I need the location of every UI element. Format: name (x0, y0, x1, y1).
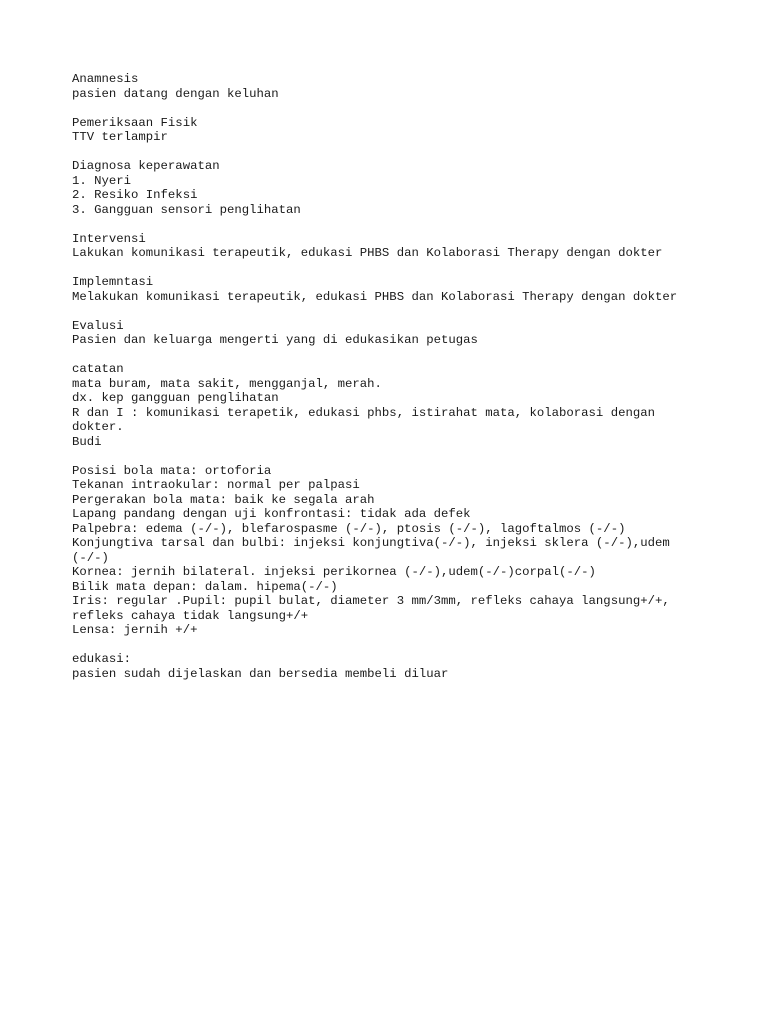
section-intervensi (72, 232, 712, 261)
text-line: Kornea: jernih bilateral. injeksi perikornea (-/-),udem(-/-)corpal(-/-) (72, 565, 596, 579)
section-heading: edukasi: (72, 652, 132, 666)
section-pemeriksaan-mata (72, 464, 712, 638)
text-line: pasien sudah dijelaskan dan bersedia membeli diluar (72, 666, 449, 681)
section-heading: Intervensi (72, 231, 146, 246)
document-page (72, 72, 712, 696)
list-item: 1. Nyeri (72, 173, 132, 188)
section-anamnesis (72, 72, 712, 101)
text-line: dokter. (72, 420, 124, 434)
text-line: Bilik mata depan: dalam. hipema(-/-) (72, 579, 338, 594)
text-line: (-/-) (72, 550, 109, 565)
section-heading: Evalusi (72, 318, 124, 333)
text-line: pasien datang dengan keluhan (72, 86, 279, 101)
text-line: refleks cahaya tidak langsung+/+ (72, 608, 309, 623)
text-line: Melakukan komunikasi terapeutik, edukasi PHBS dan Kolaborasi Therapy dengan dokter (72, 289, 678, 304)
text-line: Lapang pandang dengan uji konfrontasi: tidak ada defek (72, 507, 471, 521)
text-line: Pergerakan bola mata: baik ke segala arah (72, 492, 375, 507)
section-catatan (72, 362, 712, 449)
text-line: Lensa: jernih +/+ (72, 623, 198, 637)
section-evaluasi (72, 319, 712, 348)
list-item: 2. Resiko Infeksi (72, 188, 198, 202)
section-edukasi (72, 652, 712, 681)
text-line: mata buram, mata sakit, mengganjal, merah. (72, 376, 382, 391)
text-line: Pasien dan keluarga mengerti yang di edukasikan petugas (72, 333, 478, 347)
section-heading: Pemeriksaan Fisik (72, 115, 198, 130)
text-line: R dan I : komunikasi terapetik, edukasi phbs, istirahat mata, kolaborasi dengan (72, 405, 655, 420)
section-heading: Implemntasi (72, 275, 154, 289)
text-line: Lakukan komunikasi terapeutik, edukasi PHBS dan Kolaborasi Therapy dengan dokter (72, 246, 663, 260)
signature-name: Budi (72, 434, 102, 449)
text-line: Tekanan intraokular: normal per palpasi (72, 478, 360, 492)
section-heading: Anamnesis (72, 72, 139, 86)
section-pemeriksaan-fisik (72, 116, 712, 145)
text-line: Iris: regular .Pupil: pupil bulat, diameter 3 mm/3mm, refleks cahaya langsung+/+, (72, 594, 670, 608)
section-implementasi (72, 275, 712, 304)
text-line: TTV terlampir (72, 130, 168, 144)
text-line: Konjungtiva tarsal dan bulbi: injeksi konjungtiva(-/-), injeksi sklera (-/-),udem (72, 536, 670, 550)
section-heading: Diagnosa keperawatan (72, 159, 220, 173)
text-line: dx. kep gangguan penglihatan (72, 391, 279, 405)
text-line: Palpebra: edema (-/-), blefarospasme (-/-), ptosis (-/-), lagoftalmos (-/-) (72, 521, 626, 536)
list-item: 3. Gangguan sensori penglihatan (72, 202, 301, 217)
text-line: Posisi bola mata: ortoforia (72, 463, 272, 478)
section-heading: catatan (72, 362, 124, 376)
section-diagnosa (72, 159, 712, 217)
